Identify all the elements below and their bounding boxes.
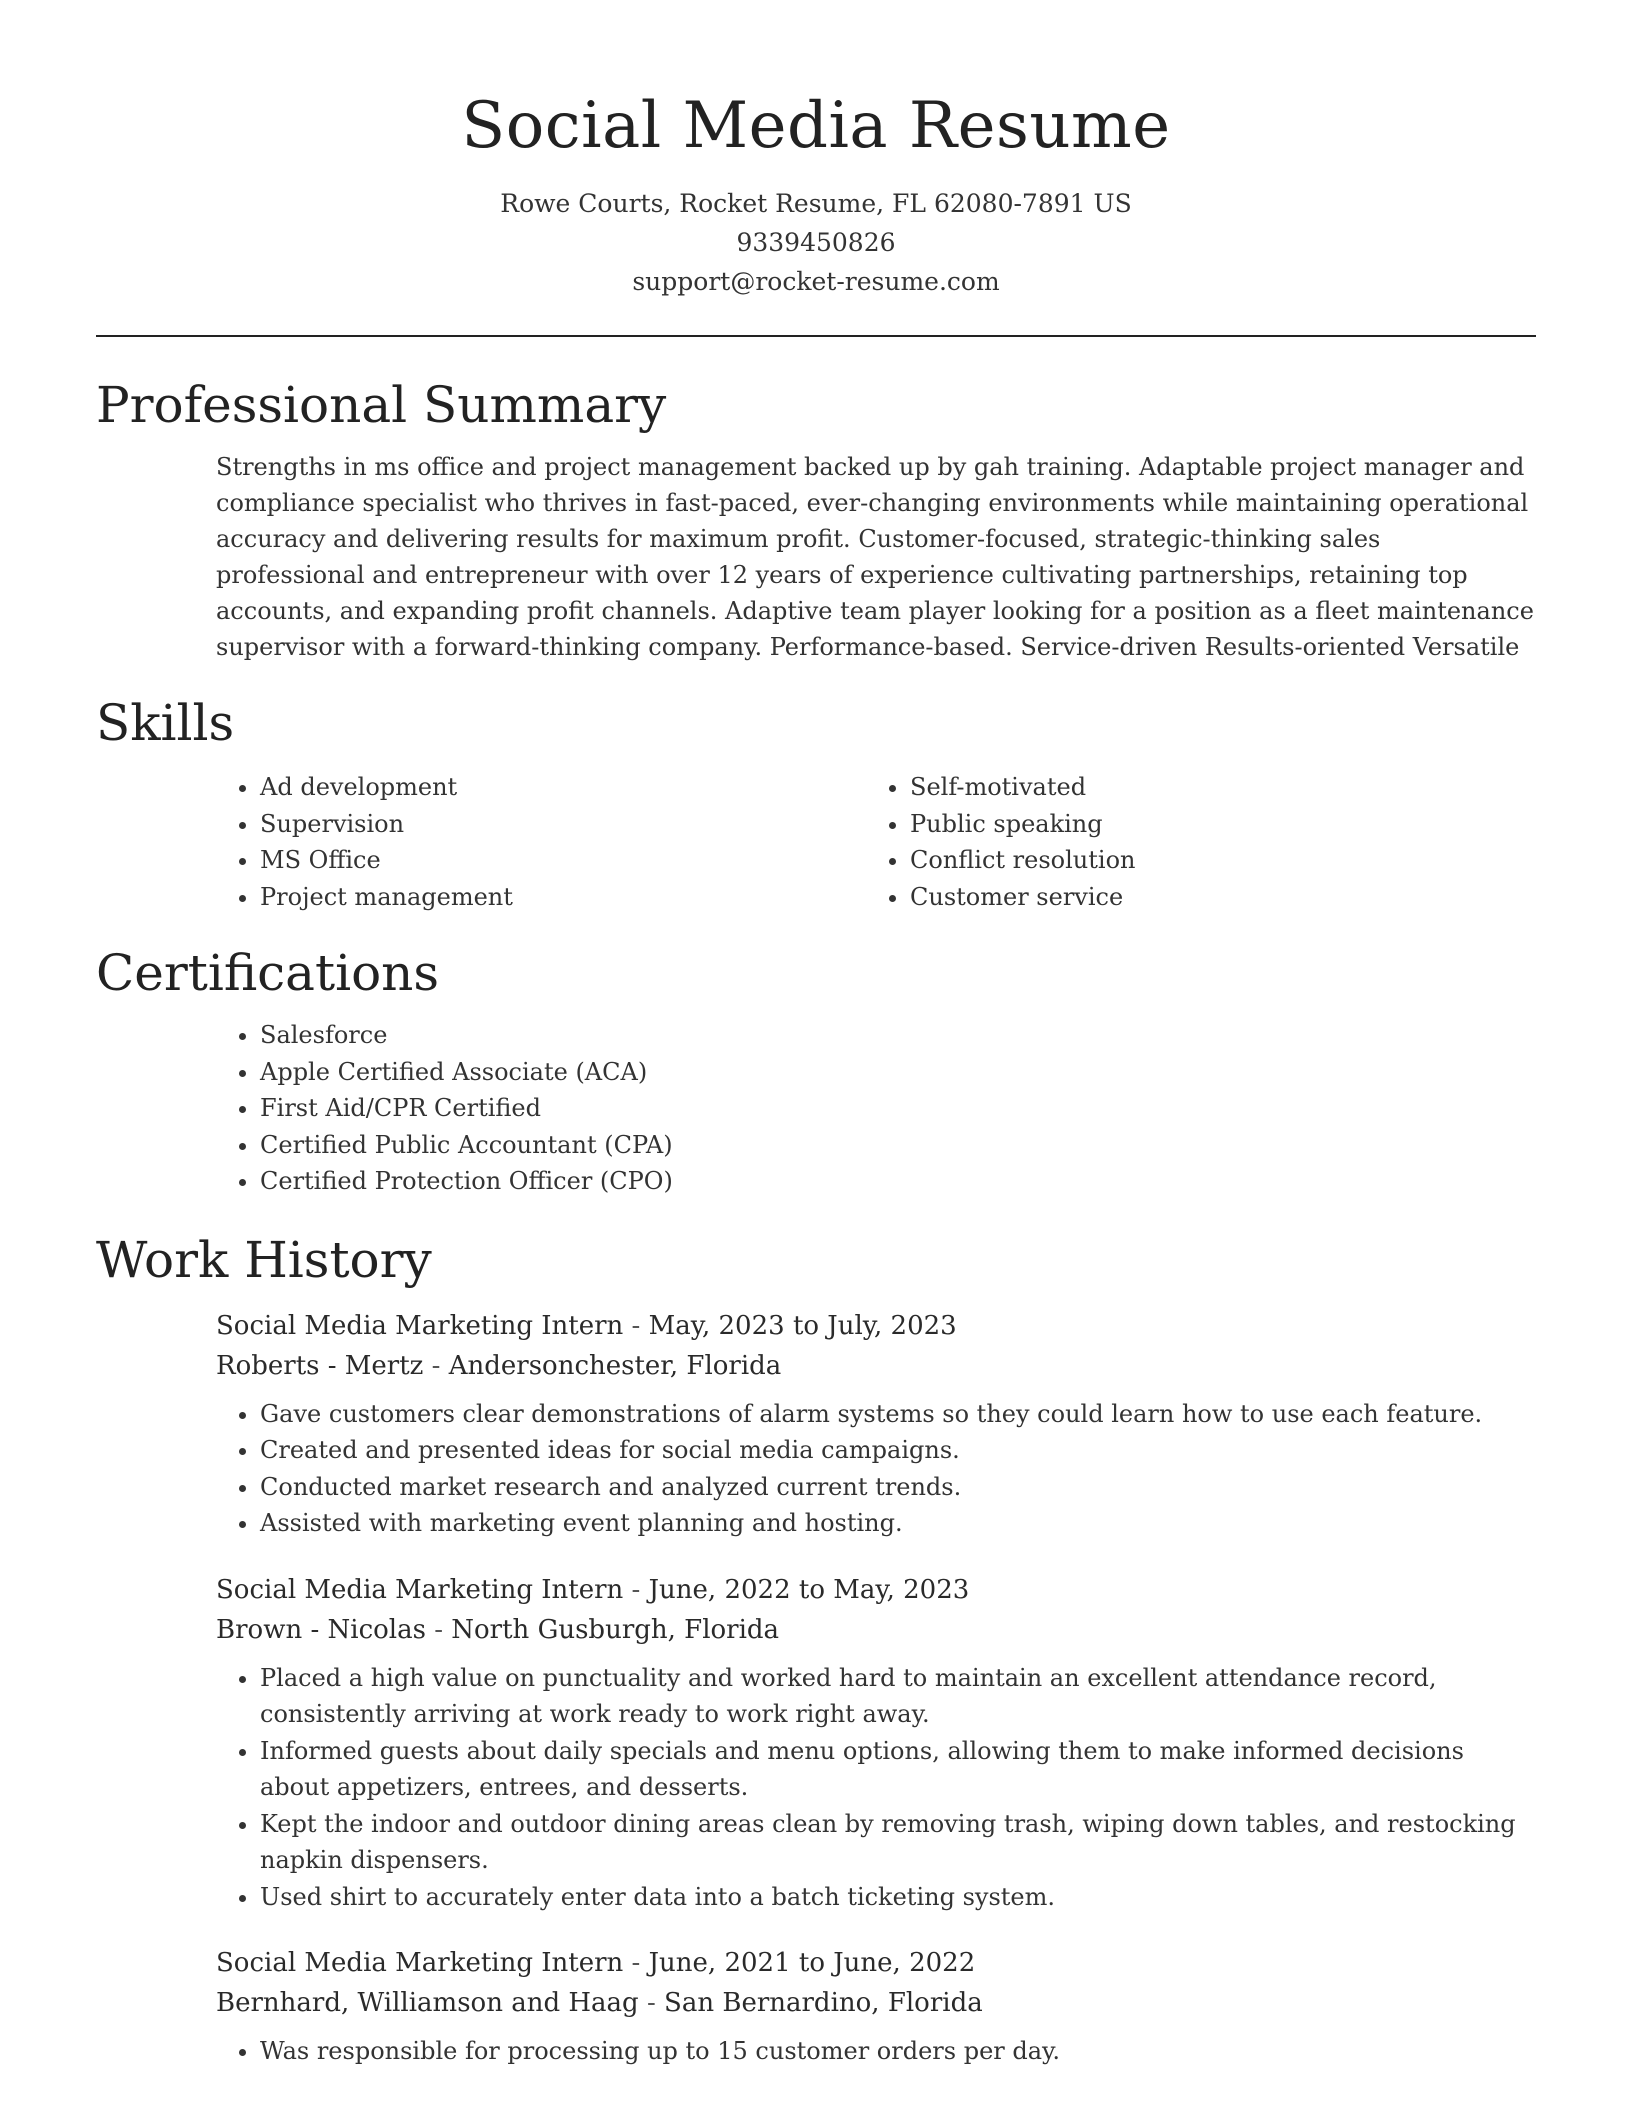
job-company-line: Roberts - Mertz - Andersonchester, Florida [216, 1350, 782, 1381]
certifications-list [96, 1017, 1536, 1200]
summary-text: Strengths in ms office and project management backed up by gah training. Adaptable project manager and compliance specialist who thrives in fast-paced, ever-changing environments while maintaining operational accuracy and delivering results for maximum profit. Customer-focused, strategic-thinking sales professional and entrepreneur with over 12 years of experience cultivating partnerships, retaining top accounts, and expanding profit channels. Adaptive team player looking for a position as a fleet maintenance supervisor with a forward-thinking company. Performance-based. Service-driven Results-oriented Versatile [216, 453, 1534, 661]
list-item: • Certified Protection Officer (CPO) [260, 1163, 1536, 1200]
job-title: Social Media Marketing Intern [216, 1574, 624, 1605]
list-item: • Assisted with marketing event planning and hosting. [260, 1505, 1536, 1542]
list-item: • Conflict resolution [910, 842, 1135, 879]
header-divider [96, 335, 1536, 337]
skills-title: Skills [96, 694, 235, 752]
job-bullets [96, 1396, 1536, 1542]
list-item: • Supervision [260, 806, 746, 843]
list-item: • MS Office [260, 842, 746, 879]
list-item: • Used shirt to accurately enter data into a batch ticketing system. [260, 1879, 1536, 1916]
job-title: Social Media Marketing Intern [216, 1948, 624, 1978]
skills-section [96, 693, 1536, 915]
work-history-section [96, 1230, 1536, 2070]
job-title: Social Media Marketing Intern [216, 1310, 624, 1341]
job-dates: May, 2023 to July, 2023 [648, 1310, 957, 1341]
job-company-line: Bernhard, Williamson and Haag - San Bernardino, Florida [216, 1988, 983, 2018]
list-item: • Certified Public Accountant (CPA) [260, 1127, 1536, 1164]
job-company: Brown - Nicolas [216, 1614, 426, 1645]
skills-grid [96, 769, 1536, 915]
list-item: • Customer service [910, 879, 1135, 916]
list-item: • Salesforce [260, 1017, 1536, 1054]
certifications-section [96, 943, 1536, 1200]
summary-section [96, 375, 1536, 665]
list-item: • Public speaking [910, 806, 1135, 843]
resume-page [96, 0, 1536, 2070]
skills-column-1 [96, 769, 746, 915]
certifications-title: Certifications [96, 944, 440, 1002]
list-item: • Was responsible for processing up to 15 customer orders per day. [260, 2033, 1536, 2070]
job-title-line: Social Media Marketing Intern - June, 2022 to May, 2023 [216, 1574, 970, 1605]
list-item: • Informed guests about daily specials and menu options, allowing them to make informed decisions about appetizers, entrees, and desserts. [260, 1733, 1536, 1806]
resume-header [96, 0, 1536, 301]
list-item: • Placed a high value on punctuality and worked hard to maintain an excellent attendance record, consistently arriving at work ready to work right away. [260, 1660, 1536, 1733]
skills-column-2 [746, 769, 1135, 915]
list-item: • Created and presented ideas for social media campaigns. [260, 1432, 1536, 1469]
job-entry [96, 1570, 1536, 1916]
list-item: • Ad development [260, 769, 746, 806]
job-company: Bernhard, Williamson and Haag [216, 1988, 639, 2018]
address: Rowe Courts, Rocket Resume, FL 62080-7891 US [500, 189, 1132, 218]
contact-block [96, 184, 1536, 301]
job-company: Roberts - Mertz [216, 1350, 424, 1381]
job-bullets [96, 2033, 1536, 2070]
resume-name: Social Media Resume [461, 89, 1171, 163]
job-bullets [96, 1660, 1536, 1916]
summary-title: Professional Summary [96, 376, 667, 434]
job-dates: June, 2022 to May, 2023 [648, 1574, 970, 1605]
job-dates: June, 2021 to June, 2022 [648, 1948, 976, 1978]
list-item: • Gave customers clear demonstrations of alarm systems so they could learn how to use each feature. [260, 1396, 1536, 1433]
list-item: • Apple Certified Associate (ACA) [260, 1054, 1536, 1091]
job-company-line: Brown - Nicolas - North Gusburgh, Florida [216, 1614, 780, 1645]
job-location: Andersonchester, Florida [448, 1350, 782, 1381]
job-location: San Bernardino, Florida [664, 1988, 983, 2018]
job-location: North Gusburgh, Florida [451, 1614, 780, 1645]
list-item: • Conducted market research and analyzed current trends. [260, 1469, 1536, 1506]
email: support@rocket-resume.com [632, 267, 1000, 296]
job-title-line: Social Media Marketing Intern - June, 2021 to June, 2022 [216, 1948, 976, 1978]
job-entry [96, 1306, 1536, 1542]
work-history-title: Work History [96, 1230, 432, 1289]
phone: 9339450826 [736, 228, 896, 257]
list-item: • Self-motivated [910, 769, 1135, 806]
list-item: • Project management [260, 879, 746, 916]
job-title-line: Social Media Marketing Intern - May, 2023 to July, 2023 [216, 1310, 957, 1341]
job-entry [96, 1943, 1536, 2070]
list-item: • First Aid/CPR Certified [260, 1090, 1536, 1127]
list-item: • Kept the indoor and outdoor dining areas clean by removing trash, wiping down tables, and restocking napkin dispensers. [260, 1806, 1536, 1879]
